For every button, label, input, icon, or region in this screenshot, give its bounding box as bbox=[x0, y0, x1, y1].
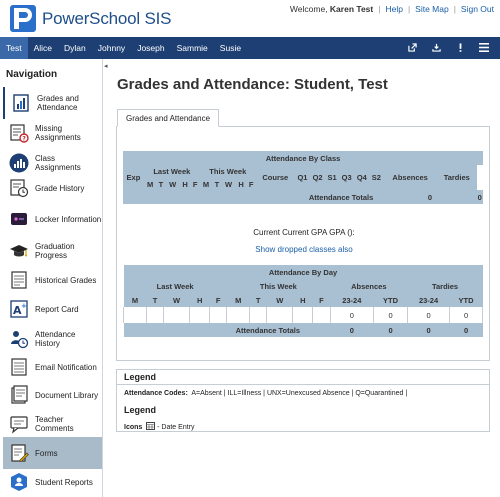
day-cell bbox=[293, 307, 313, 323]
toolbar-icons bbox=[400, 37, 496, 59]
icons-text: - Date Entry bbox=[157, 424, 195, 431]
grades-attendance-icon bbox=[11, 93, 31, 113]
forms-icon bbox=[9, 443, 29, 463]
absences-23-24-value: 0 bbox=[330, 307, 373, 323]
total-tardies: 0 bbox=[477, 190, 483, 204]
col-tardies-23-24: 23-24 bbox=[408, 293, 450, 307]
legend-title: Legend bbox=[124, 405, 157, 415]
legend-title: Legend bbox=[124, 372, 157, 382]
teacher-comments-icon bbox=[9, 414, 29, 434]
col-course: Course bbox=[256, 165, 295, 190]
email-notification-icon bbox=[9, 357, 29, 377]
site-map-link[interactable]: Site Map bbox=[415, 4, 449, 14]
help-link[interactable]: Help bbox=[385, 4, 403, 14]
col-day-h: H bbox=[236, 178, 247, 190]
day-cell bbox=[147, 307, 164, 323]
sidebar-item-label: Missing Assignments bbox=[35, 124, 81, 142]
col-last-week: Last Week bbox=[144, 165, 200, 178]
col-day-h: H bbox=[190, 293, 210, 307]
sidebar-item-label: Grade History bbox=[35, 183, 85, 193]
col-day-m: M bbox=[227, 293, 250, 307]
student-reports-icon bbox=[9, 472, 29, 492]
date-entry-icon bbox=[146, 422, 155, 430]
navigation-title: Navigation bbox=[6, 69, 58, 80]
day-cell bbox=[124, 307, 147, 323]
historical-grades-icon bbox=[9, 270, 29, 290]
total-tardies-23-24: 0 bbox=[408, 323, 450, 337]
top-links: Welcome, Karen Test | Help | Site Map | Sign Out bbox=[289, 4, 494, 14]
student-tab-joseph[interactable]: Joseph bbox=[137, 43, 165, 53]
sidebar-item-label: Locker Information bbox=[35, 214, 102, 224]
sidebar-item-teacher-comments[interactable] bbox=[3, 408, 102, 440]
sidebar-item-graduation-progress[interactable] bbox=[3, 235, 102, 267]
col-day-f: F bbox=[191, 178, 200, 190]
class-assignments-icon bbox=[9, 153, 29, 173]
col-absences: Absences bbox=[330, 279, 408, 293]
sidebar-item-label: Student Reports bbox=[35, 477, 93, 487]
sidebar-item-historical-grades[interactable] bbox=[3, 264, 102, 296]
content-panel bbox=[116, 126, 490, 361]
menu-icon[interactable] bbox=[472, 43, 496, 54]
sidebar-item-label: Graduation Progress bbox=[35, 242, 75, 260]
download-icon[interactable] bbox=[424, 43, 448, 54]
student-tab-susie[interactable]: Susie bbox=[219, 43, 242, 53]
student-tab-alice[interactable]: Alice bbox=[33, 43, 53, 53]
report-card-icon bbox=[9, 299, 29, 319]
col-s2: S2 bbox=[369, 165, 383, 190]
student-tab-bar bbox=[0, 37, 500, 59]
sidebar-item-grade-history[interactable] bbox=[3, 172, 102, 204]
col-tardies: Tardies bbox=[437, 165, 477, 190]
tardies-23-24-value: 0 bbox=[408, 307, 450, 323]
day-cell bbox=[190, 307, 210, 323]
day-cell bbox=[210, 307, 227, 323]
page-title: Grades and Attendance: Student, Test bbox=[117, 76, 388, 93]
svg-text:A: A bbox=[13, 304, 22, 317]
current-gpa-text: Current Current GPA GPA (): bbox=[253, 228, 355, 237]
show-dropped-classes-link[interactable]: Show dropped classes also bbox=[255, 245, 353, 254]
sidebar-item-label: Teacher Comments bbox=[35, 415, 74, 433]
student-tab-test[interactable]: Test bbox=[0, 37, 28, 59]
col-day-m: M bbox=[124, 293, 147, 307]
col-tardies-ytd: YTD bbox=[450, 293, 483, 307]
col-day-t: T bbox=[156, 178, 165, 190]
sidebar-item-label: Attendance History bbox=[35, 330, 76, 348]
col-this-week: This Week bbox=[227, 279, 330, 293]
tab-grades-and-attendance[interactable]: Grades and Attendance bbox=[117, 109, 219, 127]
sidebar-item-document-library[interactable] bbox=[3, 379, 102, 411]
app-header bbox=[0, 0, 500, 37]
student-tab-johnny[interactable]: Johnny bbox=[97, 43, 126, 53]
powerschool-logo-icon[interactable] bbox=[10, 5, 36, 32]
welcome-text: Welcome, Karen Test bbox=[289, 4, 374, 14]
col-day-w: W bbox=[267, 293, 293, 307]
total-tardies-ytd: 0 bbox=[450, 323, 483, 337]
attendance-totals-label: Attendance Totals bbox=[124, 323, 331, 337]
attendance-totals-label: Attendance Totals bbox=[123, 190, 383, 204]
col-day-t: T bbox=[250, 293, 267, 307]
table-row bbox=[124, 307, 483, 323]
day-cell bbox=[250, 307, 267, 323]
attendance-by-class-table bbox=[123, 151, 483, 204]
absences-ytd-value: 0 bbox=[374, 307, 408, 323]
col-day-w: W bbox=[221, 178, 235, 190]
sidebar-item-label: Email Notification bbox=[35, 362, 97, 372]
svg-text:+: + bbox=[21, 302, 27, 310]
col-day-m: M bbox=[200, 178, 213, 190]
sidebar-item-locker-information[interactable] bbox=[3, 203, 102, 235]
col-q1: Q1 bbox=[295, 165, 310, 190]
col-absences-ytd: YTD bbox=[374, 293, 408, 307]
alert-icon[interactable] bbox=[448, 43, 472, 54]
student-tab-dylan[interactable]: Dylan bbox=[64, 43, 86, 53]
col-exp: Exp bbox=[123, 165, 144, 190]
col-day-m: M bbox=[144, 178, 157, 190]
icons-legend bbox=[124, 422, 195, 431]
col-day-w: W bbox=[163, 293, 189, 307]
col-day-f: F bbox=[247, 178, 256, 190]
svg-text:?: ? bbox=[22, 135, 26, 143]
col-day-h: H bbox=[180, 178, 191, 190]
col-day-h: H bbox=[293, 293, 313, 307]
col-q4: Q4 bbox=[354, 165, 369, 190]
day-cell bbox=[313, 307, 330, 323]
attendance-codes-text: A=Absent | ILL=Illness | UNX=Unexcused Absence | Q=Quarantined | bbox=[191, 390, 408, 397]
legend-panel bbox=[116, 369, 490, 432]
collapse-sidebar-icon[interactable]: ◂ bbox=[104, 63, 108, 70]
col-day-f: F bbox=[210, 293, 227, 307]
locker-icon bbox=[9, 209, 29, 229]
sidebar-item-missing-assignments[interactable] bbox=[3, 117, 102, 149]
col-last-week: Last Week bbox=[124, 279, 227, 293]
col-tardies: Tardies bbox=[408, 279, 483, 293]
sidebar-item-grades-attendance[interactable] bbox=[3, 87, 102, 119]
col-day-t: T bbox=[212, 178, 221, 190]
sign-out-link[interactable]: Sign Out bbox=[460, 4, 494, 14]
col-day-f: F bbox=[313, 293, 330, 307]
day-cell bbox=[267, 307, 293, 323]
graduation-cap-icon bbox=[9, 241, 29, 261]
attendance-codes-legend bbox=[124, 390, 407, 397]
tardies-ytd-value: 0 bbox=[450, 307, 483, 323]
user-name: Karen Test bbox=[329, 4, 374, 14]
col-absences: Absences bbox=[383, 165, 437, 190]
student-tab-sammie[interactable]: Sammie bbox=[176, 43, 208, 53]
attendance-history-icon bbox=[9, 329, 29, 349]
col-day-w: W bbox=[166, 178, 180, 190]
col-q3: Q3 bbox=[339, 165, 354, 190]
sidebar-item-label: Historical Grades bbox=[35, 275, 97, 285]
sidebar-item-label: Document Library bbox=[35, 390, 99, 400]
external-link-icon[interactable] bbox=[400, 43, 424, 54]
total-absences-ytd: 0 bbox=[374, 323, 408, 337]
attendance-codes-label: Attendance Codes: bbox=[124, 390, 188, 397]
col-day-t: T bbox=[147, 293, 164, 307]
attendance-by-day-title: Attendance By Day bbox=[124, 265, 483, 279]
sidebar-item-label: Class Assignments bbox=[35, 154, 81, 172]
app-logo-text: PowerSchool SIS bbox=[42, 9, 172, 28]
col-q2: Q2 bbox=[310, 165, 325, 190]
attendance-by-class-title: Attendance By Class bbox=[123, 151, 483, 165]
sidebar-item-label: Forms bbox=[35, 448, 58, 458]
col-absences-23-24: 23-24 bbox=[330, 293, 373, 307]
day-cell bbox=[227, 307, 250, 323]
sidebar-item-report-card[interactable] bbox=[3, 293, 102, 325]
icons-label: Icons bbox=[124, 424, 143, 431]
grade-history-icon bbox=[9, 178, 29, 198]
day-cell bbox=[163, 307, 189, 323]
missing-assignments-icon bbox=[9, 123, 29, 143]
col-s1: S1 bbox=[325, 165, 339, 190]
attendance-by-day-table bbox=[123, 265, 483, 337]
total-absences-23-24: 0 bbox=[330, 323, 373, 337]
sidebar-item-label: Grades and Attendance bbox=[37, 94, 79, 112]
col-this-week: This Week bbox=[200, 165, 256, 178]
document-library-icon bbox=[9, 385, 29, 405]
sidebar-item-label: Report Card bbox=[35, 304, 79, 314]
total-absences: 0 bbox=[383, 190, 476, 204]
sidebar-item-forms[interactable] bbox=[3, 437, 102, 469]
sidebar-item-student-reports[interactable] bbox=[3, 466, 102, 497]
